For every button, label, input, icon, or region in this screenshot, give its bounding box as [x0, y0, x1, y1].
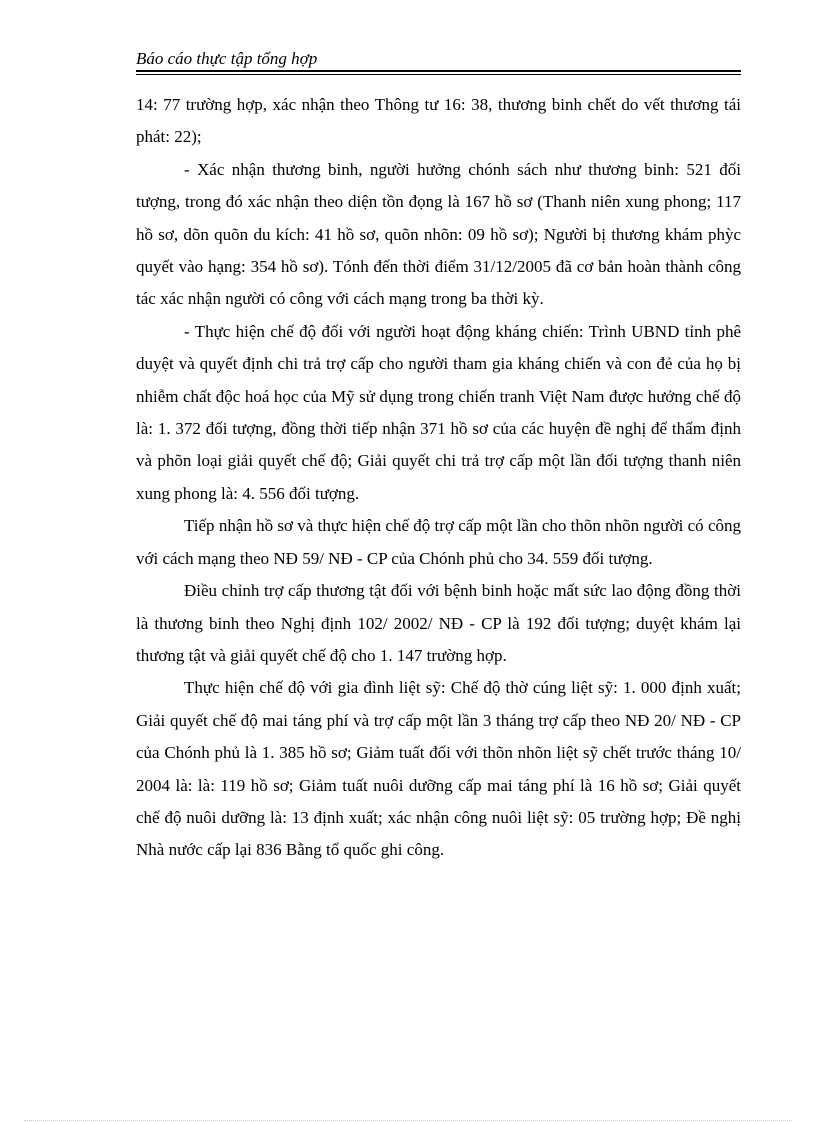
header-rule-thin	[136, 74, 741, 75]
body-text	[136, 89, 741, 867]
paragraph-war-invalid-confirmation: - Xác nhận thương binh, người hưởng chónh sách như thương binh: 521 đối tượng, trong đó xác nhận theo diện tồn đọng là 167 hồ sơ (Thanh niên xung phong; 117 hồ sơ, dõn quõn du kích: 41 hồ sơ, quõn nhõn: 09 hồ sơ); Người bị thương khám phỳc quyết vào hạng: 354 hồ sơ). Tónh đến thời điểm 31/12/2005 đã cơ bản hoàn thành công tác xác nhận người có công với cách mạng trong ba thời kỳ.	[136, 159, 741, 309]
paragraph-continuation: 14: 77 trường hợp, xác nhận theo Thông tư 16: 38, thương binh chết do vết thương tái phát: 22);	[136, 95, 741, 147]
page-header	[136, 48, 741, 75]
header-title: Báo cáo thực tập tổng hợp	[136, 49, 318, 68]
paragraph-one-time-allowance: Tiếp nhận hồ sơ và thực hiện chế độ trợ cấp một lần cho thõn nhõn người có công với cách mạng theo NĐ 59/ NĐ - CP của Chónh phủ cho 34. 559 đối tượng.	[136, 516, 741, 568]
header-rule-thick	[136, 70, 741, 72]
page-bottom-divider	[24, 1120, 792, 1121]
paragraph-injury-allowance-adjustment: Điều chỉnh trợ cấp thương tật đối với bệnh binh hoặc mất sức lao động đồng thời là thương binh theo Nghị định 102/ 2002/ NĐ - CP là 192 đối tượng; duyệt khám lại thương tật và giải quyết chế độ cho 1. 147 trường hợp.	[136, 581, 741, 665]
paragraph-resistance-participants: - Thực hiện chế độ đối với người hoạt động kháng chiến: Trình UBND tỉnh phê duyệt và quyết định chi trả trợ cấp cho người tham gia kháng chiến và con đẻ của họ bị nhiễm chất độc hoá học của Mỹ sử dụng trong chiến tranh Việt Nam được hưởng chế độ là: 1. 372 đối tượng, đồng thời tiếp nhận 371 hồ sơ của các huyện đề nghị để thẩm định và phõn loại giải quyết chế độ; Giải quyết chi trả trợ cấp một lần đối tượng thanh niên xung phong là: 4. 556 đối tượng.	[136, 321, 741, 503]
paragraph-martyr-families: Thực hiện chế độ với gia đình liệt sỹ: Chế độ thờ cúng liệt sỹ: 1. 000 định xuất; Giải quyết chế độ mai táng phí và trợ cấp một lần 3 tháng trợ cấp theo NĐ 20/ NĐ - CP của Chónh phủ là 1. 385 hồ sơ; Giảm tuất đối với thõn nhõn liệt sỹ chết trước tháng 10/ 2004 là: là: 119 hồ sơ; Giảm tuất nuôi dưỡng cấp mai táng phí là 16 hồ sơ; Giải quyết chế độ nuôi dưỡng là: 13 định xuất; xác nhận công nuôi liệt sỹ: 05 trường hợp; Đề nghị Nhà nước cấp lại 836 Bằng tổ quốc ghi công.	[136, 678, 741, 860]
